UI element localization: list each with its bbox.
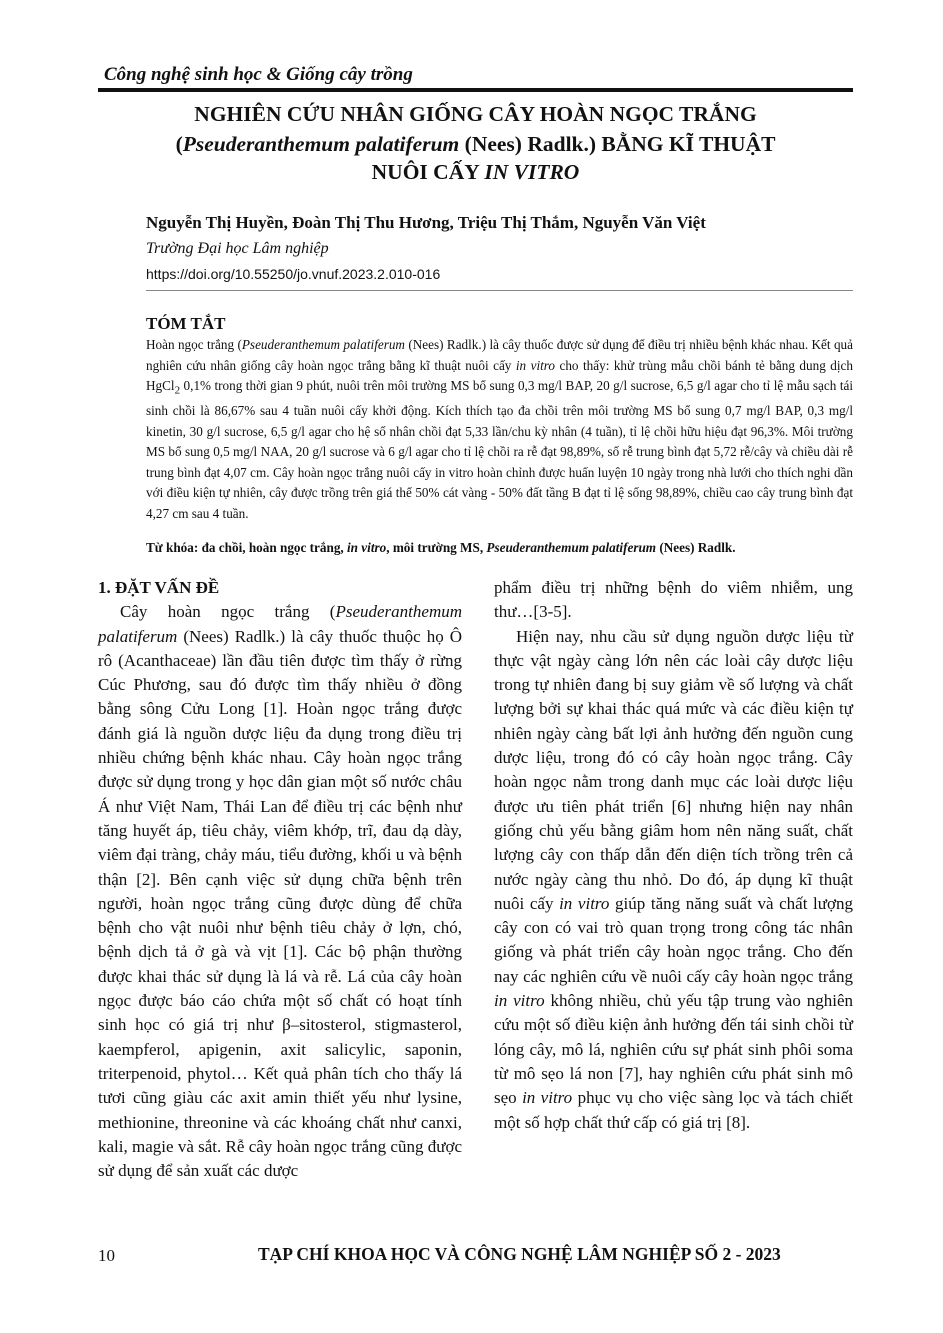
journal-footer: TẠP CHÍ KHOA HỌC VÀ CÔNG NGHỆ LÂM NGHIỆP SỐ 2 - 2023 <box>258 1244 781 1264</box>
abstract-subscript: 2 <box>174 384 181 397</box>
abstract-invitro: in vitro <box>515 357 556 373</box>
abstract-part: Hoàn ngọc trắng ( <box>146 337 242 352</box>
keywords-label: Từ khóa: <box>146 540 199 555</box>
body-paragraph-continued: phẩm điều trị những bệnh do viêm nhiễm, ung thư…[3-5]. <box>494 578 853 622</box>
title-line-2 <box>98 134 853 156</box>
body-invitro: in vitro <box>522 1088 573 1108</box>
body-invitro: in vitro <box>494 991 545 1011</box>
body-text: không nhiều, chủ yếu tập trung vào nghiên cứu một số điều kiện ảnh hưởng đến tái sinh chồi từ lóng cây, mô lá, nghiên cứu sự phát sinh phôi soma từ mô sẹo lá non [7], hay nghiên cứu phát sinh mô sẹo <box>494 991 854 1108</box>
title-line-1: NGHIÊN CỨU NHÂN GIỐNG CÂY HOÀN NGỌC TRẮNG <box>194 102 757 126</box>
body-text: Cây hoàn ngọc trắng ( <box>120 602 336 622</box>
divider <box>146 290 853 291</box>
body-text: phục vụ cho việc sàng lọc và tách chiết một số hợp chất thứ cấp có giá trị [8]. <box>494 1088 853 1132</box>
column-right <box>494 576 853 1135</box>
body-text: giúp tăng năng suất và chất lượng cây con có vai trò quan trọng trong công tác nhân giống và phát triển cây hoàn ngọc trắng. Cho đến nay các nghiên cứu về nuôi cấy cây hoàn ngọc trắng <box>494 893 853 986</box>
title-line-3-start: NUÔI CẤY <box>371 160 485 184</box>
keyword-invitro: in vitro <box>347 540 387 555</box>
running-header: Công nghệ sinh học & Giống cây trồng <box>104 64 413 85</box>
abstract-heading: TÓM TẮT <box>146 314 226 333</box>
body-paragraph <box>494 625 853 1135</box>
keyword-text: đa chồi, hoàn ngọc trắng, <box>198 540 348 555</box>
title-species: Pseuderanthemum palatiferum <box>182 132 460 156</box>
abstract-part: (Nees) Radlk.) là cây thuốc được sử dụng để điều trị nhiều bệnh khác nhau. Kết quả nghiên cứu nhân giống cây hoàn ngọc trắng bằng kĩ thuật nuôi cấy <box>146 337 854 373</box>
title-line-2-rest: (Nees) Radlk.) BẰNG KĨ THUẬT <box>459 132 776 156</box>
body-invitro: in vitro <box>559 893 610 913</box>
abstract-species: Pseuderanthemum palatiferum <box>241 337 405 352</box>
keywords <box>146 538 853 558</box>
section-heading: 1. ĐẶT VẤN ĐỀ <box>98 578 220 597</box>
keyword-text: (Nees) Radlk. <box>656 540 736 555</box>
title-paren: ( <box>175 132 183 156</box>
authors: Nguyễn Thị Huyền, Đoàn Thị Thu Hương, Triệu Thị Thắm, Nguyễn Văn Việt <box>146 213 706 232</box>
affiliation: Trường Đại học Lâm nghiệp <box>146 240 329 257</box>
keyword-text: , môi trường MS, <box>386 540 487 555</box>
abstract-part: cho thấy: khử trùng mẫu chồi bánh tẻ bằng dung dịch HgCl <box>146 357 853 393</box>
column-left <box>98 576 462 1183</box>
title-invitro: IN VITRO <box>484 160 580 184</box>
page-number: 10 <box>98 1246 115 1265</box>
body-paragraph <box>98 600 462 1183</box>
body-text: Hiện nay, nhu cầu sử dụng nguồn dược liệu từ thực vật ngày càng lớn nên các loài cây dược liệu trong tự nhiên đang bị suy giảm về số lượng và chất lượng bởi sự khai thác quá mức và các điều kiện tự nhiên ngày càng bất lợi ảnh hưởng đến nguồn cung dược liệu, trong đó có cây hoàn ngọc trắng. Cây hoàn ngọc nằm trong danh mục các loài dược liệu được ưu tiên phát triển [6] nhưng hiện nay nhân giống chủ yếu bằng giâm hom nên năng suất, chất lượng cây con thấp dẫn đến diện tích trồng trên cả nước ngày càng thu nhỏ. Do đó, áp dụng kĩ thuật nuôi cấy <box>494 626 853 913</box>
abstract-part: 0,1% trong thời gian 9 phút, nuôi trên môi trường MS bổ sung 0,3 mg/l BAP, 20 g/l sucrose, 6,5 g/l agar cho tỉ lệ mẫu sạch tái sinh chồi là 86,67% sau 4 tuần nuôi cấy khởi động. Kích thích tạo đa chồi trên môi trường MS bổ sung 0,7 mg/l BAP, 0,3 mg/l kinetin, 30 g/l sucrose, 6,5 g/l agar cho hệ số nhân chồi đạt 5,33 lần/chu kỳ nhân (4 tuần), tỉ lệ chồi hữu hiệu đạt 96,3%. Môi trường MS bổ sung 0,5 mg/l NAA, 20 g/l sucrose và 6 g/l agar cho tỉ lệ chồi ra rễ đạt 98,89%, số rễ trung bình đạt 5,72 rễ/cây và chiều dài rễ trung bình đạt 4,07 cm. Cây hoàn ngọc trắng nuôi cấy in vitro hoàn chỉnh được huấn luyện 10 ngày trong nhà lưới cho thích nghi dần với điều kiện tự nhiên, cây được trồng trên giá thể 50% cát vàng - 50% đất tầng B đạt tỉ lệ sống 98,89%, chiều cao cây trung bình đạt 4,27 cm sau 4 tuần. <box>146 378 853 521</box>
keyword-species: Pseuderanthemum palatiferum <box>486 540 657 555</box>
abstract-text <box>146 335 853 524</box>
header-rule <box>98 88 853 92</box>
body-text: (Nees) Radlk.) là cây thuốc thuộc họ Ô rô (Acanthaceae) lần đầu tiên được tìm thấy ở rừng Cúc Phương, sau đó được tìm thấy nhiều ở đồng bằng sông Cửu Long [1]. Hoàn ngọc trắng được đánh giá là nguồn dược liệu đa dụng trong điều trị nhiều chứng bệnh khác nhau. Cây hoàn ngọc trắng được sử dụng trong y học dân gian một số nước châu Á như Việt Nam, Thái Lan để điều trị các bệnh như tăng huyết áp, tiêu chảy, viêm khớp, trĩ, đau dạ dày, viêm đại tràng, chảy máu, tiểu đường, khối u và bệnh thận [2]. Bên cạnh việc sử dụng chữa bệnh trên người, hoàn ngọc trắng cũng được dùng để chữa bệnh cho vật nuôi như bệnh tiêu chảy ở lợn, chó, bệnh dịch tả ở gà và vịt [1]. Các bộ phận thường được khai thác sử dụng là lá và rễ. Lá của cây hoàn ngọc được báo cáo chứa một số chất có hoạt tính sinh học có giá trị như β–sitosterol, stigmasterol, kaempferol, apigenin, axit salicylic, saponin, triterpenoid, phytol… Kết quả phân tích cho thấy lá tươi cũng giàu các axit amin thiết yếu như lysine, methionine, threonine và các khoáng chất như canxi, kali, magie và sắt. Rễ cây hoàn ngọc trắng cũng được sử dụng để sản xuất các dược <box>98 626 462 1181</box>
title-line-3 <box>98 162 853 184</box>
body-species: Pseuderanthemum palatiferum <box>98 602 462 646</box>
doi-link[interactable]: https://doi.org/10.55250/jo.vnuf.2023.2.010-016 <box>146 266 441 282</box>
